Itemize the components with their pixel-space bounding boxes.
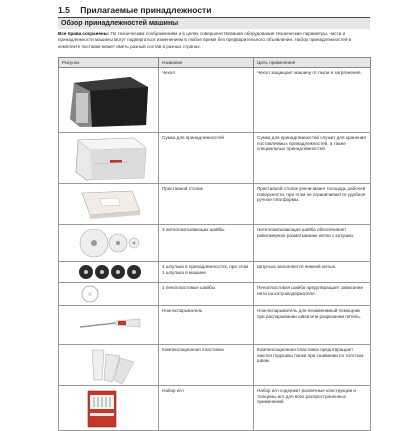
table-row	[59, 225, 371, 262]
name-cell: Чехол	[159, 68, 254, 133]
name-cell: 3 нитеосматывающих шайбы	[159, 225, 254, 262]
bobbins-icon	[60, 263, 156, 281]
picture-cell	[59, 68, 159, 133]
accessory-bag-icon	[60, 134, 156, 182]
table-row	[59, 184, 371, 225]
notice-text: По техническим соображениям и в целях совершенствования оборудования технические параметры, части и принадлежности машины могут подвергаться изменениям в любое время без предварительного объявления. Набор принадлежностей в комплекте поставки может иметь разный состав в разных странах.	[58, 31, 352, 49]
dust-cover-icon	[60, 69, 156, 131]
name-cell: Приставной столик	[159, 184, 254, 225]
purpose-cell: Чехол защищает машину от пыли и загрязнения.	[254, 68, 371, 133]
header-picture: Рисунок	[59, 58, 159, 68]
table-row	[59, 306, 371, 345]
rights-notice	[58, 31, 370, 50]
picture-cell	[59, 283, 159, 306]
name-cell: Компенсационная пластинка	[159, 345, 254, 386]
picture-cell	[59, 386, 159, 431]
notice-bold: Все права сохранены:	[58, 31, 110, 36]
accessories-table	[58, 57, 371, 431]
picture-cell	[59, 262, 159, 283]
name-cell: Сумка для принадлежностей	[159, 133, 254, 184]
picture-cell	[59, 345, 159, 386]
header-purpose: Цель применения	[254, 58, 371, 68]
spool-discs-icon	[60, 226, 156, 260]
height-compensation-icon	[60, 346, 156, 384]
table-row	[59, 262, 371, 283]
name-cell: 4 шпульки в принадлежностях, при этом 1 шпулька в машине	[159, 262, 254, 283]
section-title-text: Прилагаемые принадлежности	[80, 5, 212, 15]
felt-disc-icon	[60, 284, 156, 304]
section-number: 1.5	[58, 5, 70, 15]
section-title	[58, 5, 211, 15]
header-name: Название	[159, 58, 254, 68]
picture-cell	[59, 306, 159, 345]
table-header-row	[59, 58, 371, 68]
table-row	[59, 133, 371, 184]
picture-cell	[59, 133, 159, 184]
table-row	[59, 386, 371, 431]
purpose-cell: Шпулька заполняется нижней нитью.	[254, 262, 371, 283]
purpose-cell: Нож-вспарыватель для незаменимый помощник при распарывании швов или разрезании петель.	[254, 306, 371, 345]
purpose-cell: Набор игл содержит различные конструкции и толщины игл для всех распространенных применений.	[254, 386, 371, 431]
seam-ripper-icon	[60, 307, 156, 343]
extension-table-icon	[60, 185, 156, 223]
name-cell: Нож-вспарыватель	[159, 306, 254, 345]
purpose-cell: Приставной столик увеличивает площадь рабочей поверхности, при этом не ограничивается удобное ручное платформы.	[254, 184, 371, 225]
purpose-cell: Нитеосматывающая шайба обеспечивает равномерное разматывание нитки с катушки.	[254, 225, 371, 262]
table-row	[59, 68, 371, 133]
name-cell: 1 пенопластовые шайбы	[159, 283, 254, 306]
purpose-cell: Компенсационная пластинка предотвращает наклон подошвы лапки при сшивании по толстым швам.	[254, 345, 371, 386]
picture-cell	[59, 184, 159, 225]
purpose-cell: Пенопластовая шайба предотвращает зависание нити на катушкодержателе.	[254, 283, 371, 306]
purpose-cell: Сумка для принадлежностей служит для хранения поставляемых принадлежностей, а также специальных принадлежностей.	[254, 133, 371, 184]
subsection-heading: Обзор принадлежностей машины	[58, 18, 370, 29]
table-row	[59, 345, 371, 386]
name-cell: Набор игл	[159, 386, 254, 431]
picture-cell	[59, 225, 159, 262]
needle-set-icon	[60, 387, 156, 429]
table-row	[59, 283, 371, 306]
